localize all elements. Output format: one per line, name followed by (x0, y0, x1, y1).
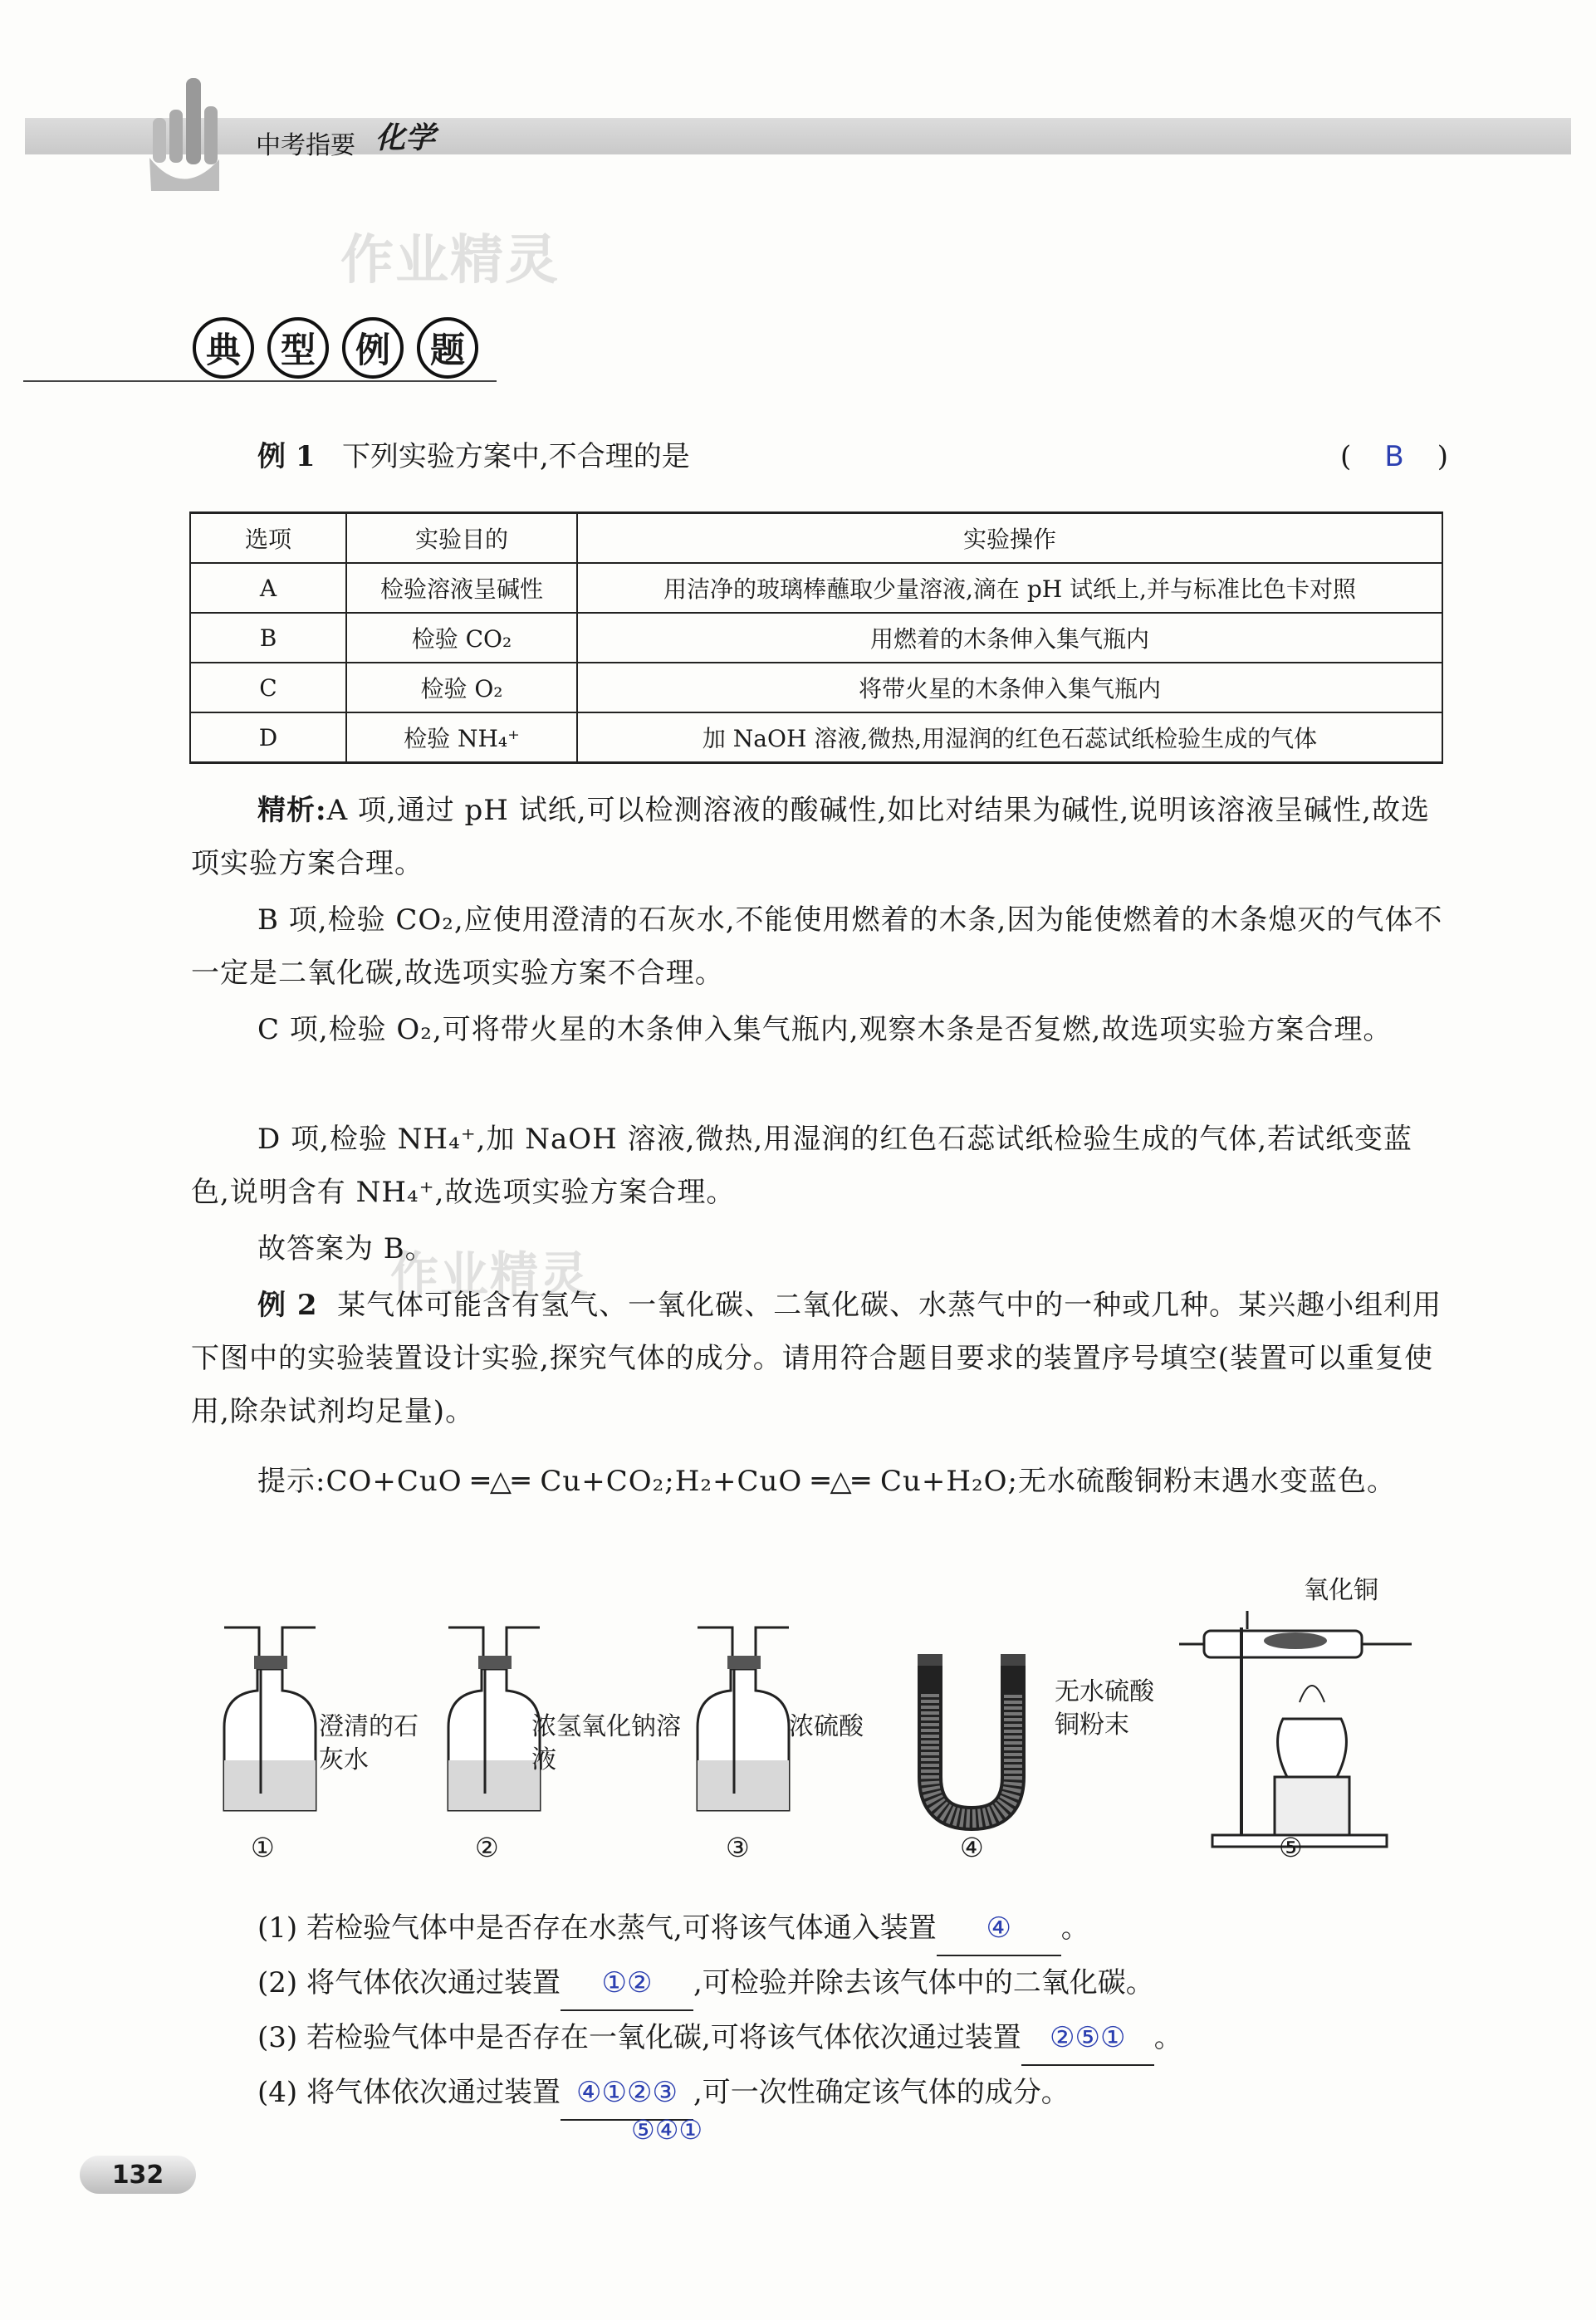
analysis-text: A 项,通过 pH 试纸,可以检测溶液的酸碱性,如比对结果为碱性,说明该溶液呈碱性,故选项实验方案合理。 (191, 794, 1430, 880)
apparatus-label: 无水硫酸铜粉末 (1055, 1677, 1154, 1740)
answer-blank: ①② (561, 1956, 693, 2011)
apparatus-label: 氧化铜 (1304, 1576, 1378, 1605)
subject-logo: 化学 (375, 121, 436, 155)
analysis-paragraph: C 项,检验 O₂,可将带火星的木条伸入集气瓶内,观察木条是否复燃,故选项实验方案合理。 (257, 1013, 1393, 1046)
section-title-char: 典 (193, 317, 254, 379)
sub-question (257, 2066, 1070, 2121)
question-text: ,可一次性确定该气体的成分。 (693, 2076, 1070, 2109)
table-cell: 将带火星的木条伸入集气瓶内 (577, 663, 1442, 712)
sub-question (257, 1956, 1154, 2011)
paren-open: ( (1340, 440, 1352, 473)
section-title-char: 题 (417, 317, 478, 379)
sub-question (257, 1902, 1089, 1956)
answer-blank: ②⑤① (1021, 2011, 1154, 2066)
apparatus-number: ① (251, 1832, 275, 1863)
sub-question (257, 2011, 1182, 2066)
table-cell: 检验 O₂ (346, 663, 577, 712)
table-row (190, 712, 1442, 763)
question-text: 。 (1060, 1911, 1089, 1945)
table-cell: 加 NaOH 溶液,微热,用湿润的红色石蕊试纸检验生成的气体 (577, 712, 1442, 763)
table-row (190, 663, 1442, 712)
paren-close: ) (1437, 440, 1448, 473)
analysis-paragraph (191, 784, 1445, 890)
hand-logo-icon (133, 66, 233, 199)
analysis-paragraph: D 项,检验 NH₄⁺,加 NaOH 溶液,微热,用湿润的红色石蕊试纸检验生成的气体,若试纸变蓝色,说明含有 NH₄⁺,故选项实验方案合理。 (191, 1123, 1413, 1209)
section-title-char: 型 (267, 317, 329, 379)
analysis-conclusion: 故答案为 B。 (257, 1232, 434, 1265)
title-underline (23, 380, 497, 382)
table-row (190, 613, 1442, 663)
table-header-row (190, 513, 1442, 564)
table-cell: 检验 CO₂ (346, 613, 577, 663)
apparatus-label: 浓硫酸 (789, 1712, 864, 1741)
table-cell: 用燃着的木条伸入集气瓶内 (577, 613, 1442, 663)
apparatus-number: ③ (726, 1832, 750, 1863)
example-1-question (257, 430, 690, 483)
question-text: 。 (1153, 2021, 1182, 2054)
answer-paren (1340, 430, 1448, 483)
question-text: (2) 将气体依次通过装置 (257, 1966, 561, 1999)
analysis-paragraph: B 项,检验 CO₂,应使用澄清的石灰水,不能使用燃着的木条,因为能使燃着的木条熄灭的气体不一定是二氧化碳,故选项实验方案不合理。 (191, 903, 1443, 990)
table-cell: A (190, 563, 346, 613)
question-text: 某气体可能含有氢气、一氧化碳、二氧化碳、水蒸气中的一种或几种。某兴趣小组利用下图中的实验装置设计实验,探究气体的成分。请用符合题目要求的装置序号填空(装置可以重复使用,除杂试剂均足量)。 (191, 1289, 1442, 1428)
question-text: 下列实验方案中,不合理的是 (341, 440, 690, 473)
example-label: 例 2 (257, 1289, 318, 1322)
answer-value: B (1384, 440, 1404, 473)
page-number: 132 (80, 2156, 196, 2194)
question-text: (3) 若检验气体中是否存在一氧化碳,可将该气体依次通过装置 (257, 2021, 1021, 2054)
section-title-char: 例 (342, 317, 404, 379)
u-tube-icon (918, 1654, 1026, 1818)
apparatus-number: ② (475, 1832, 499, 1863)
hint-text: 提示:CO+CuO ═△═ Cu+CO₂;H₂+CuO ═△═ Cu+H₂O;无水硫酸铜粉末遇水变蓝色。 (257, 1465, 1396, 1498)
example-label: 例 1 (257, 440, 316, 473)
table-header-cell: 实验目的 (346, 513, 577, 564)
header-label: 中考指要 (256, 131, 355, 160)
watermark: 作业精灵 (340, 230, 560, 291)
apparatus-number: ④ (960, 1832, 984, 1863)
table-cell: C (190, 663, 346, 712)
table-cell: D (190, 712, 346, 763)
question-text: ,可检验并除去该气体中的二氧化碳。 (693, 1966, 1154, 1999)
table-cell: 检验 NH₄⁺ (346, 712, 577, 763)
options-table (189, 511, 1443, 764)
heated-tube-icon (1179, 1611, 1412, 1847)
table-cell: 用洁净的玻璃棒蘸取少量溶液,滴在 pH 试纸上,并与标准比色卡对照 (577, 563, 1442, 613)
analysis-label: 精析: (257, 794, 327, 827)
answer-blank: ④①②③ (561, 2066, 693, 2121)
apparatus-label: 浓氢氧化钠溶液 (531, 1712, 681, 1774)
apparatus-number: ⑤ (1279, 1832, 1303, 1863)
gas-bottle-3-icon (698, 1627, 789, 1810)
gas-bottle-2-icon (448, 1627, 540, 1810)
table-cell: B (190, 613, 346, 663)
watermark: 作业精灵 (390, 1246, 590, 1303)
table-row (190, 563, 1442, 613)
example-2-question (191, 1279, 1445, 1438)
table-cell: 检验溶液呈碱性 (346, 563, 577, 613)
apparatus-label: 澄清的石灰水 (319, 1712, 419, 1774)
gas-bottle-1-icon (224, 1627, 316, 1810)
answer-blank: ④ (937, 1902, 1061, 1956)
table-header-cell: 选项 (190, 513, 346, 564)
table-header-cell: 实验操作 (577, 513, 1442, 564)
question-text: (1) 若检验气体中是否存在水蒸气,可将该气体通入装置 (257, 1911, 937, 1945)
question-text: (4) 将气体依次通过装置 (257, 2076, 561, 2109)
alternate-answer: ⑤④① (631, 2114, 703, 2146)
